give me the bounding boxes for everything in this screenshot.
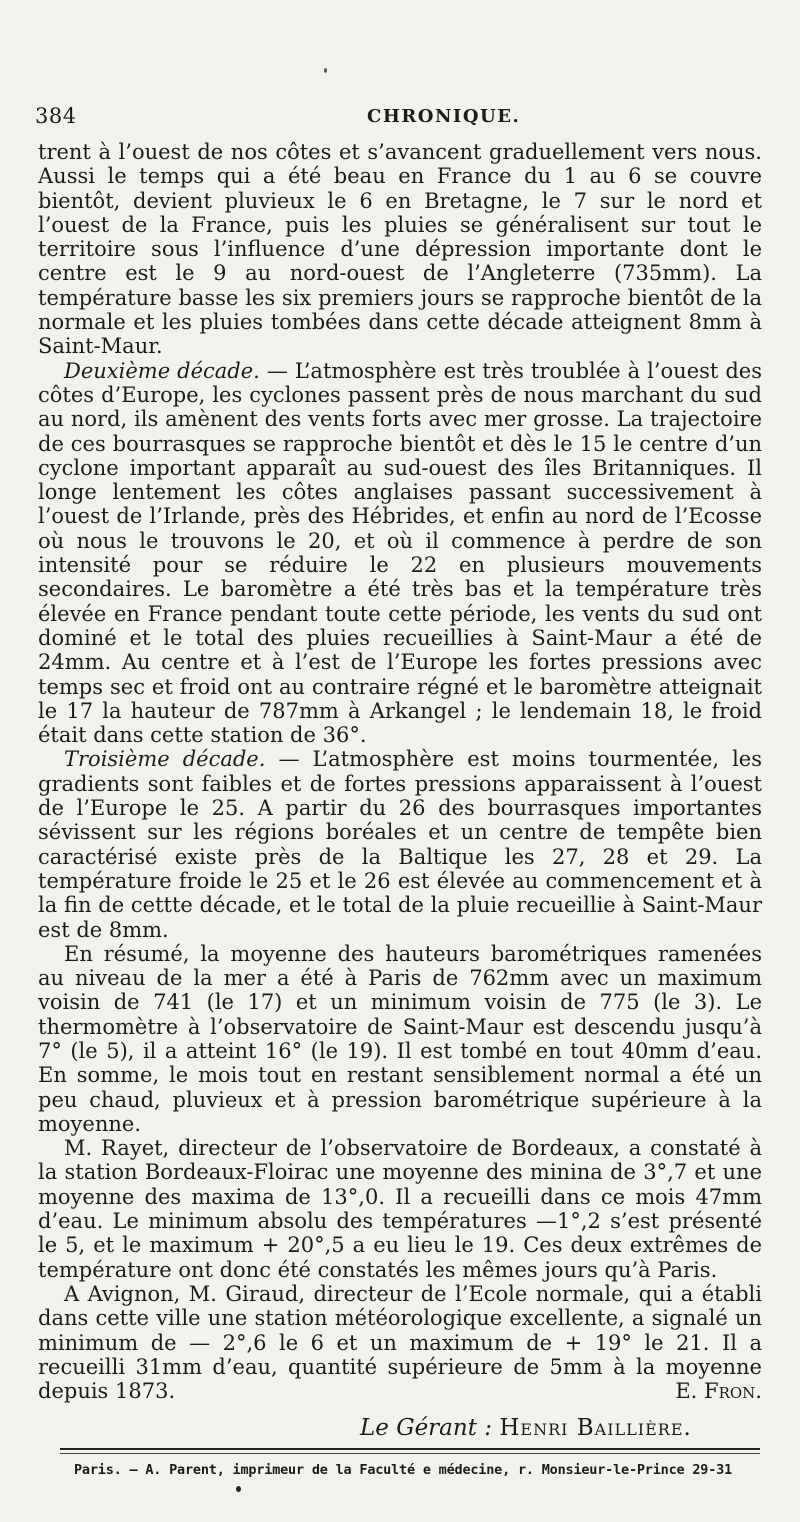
page-header	[35, 104, 775, 134]
manager-signature	[360, 1415, 760, 1441]
signature-label: Le Gérant :	[360, 1415, 493, 1441]
section-lead: Deuxième décade.	[64, 358, 260, 383]
paragraph-text: A Avignon, M. Giraud, directeur de l’Ecole normale, qui a établi dans cette ville une station météorologique excellente, a signalé un minimum de — 2°,6 le 6 et un maximum de + 19° le 21. Il a recueilli 31mm d’eau, quantité supérieure de 5mm à la moyenne depuis 1873.	[38, 1281, 762, 1404]
author-signature: E. Fron.	[675, 1379, 762, 1404]
paragraph-deuxieme-decade	[38, 359, 762, 748]
paragraph-text: En résumé, la moyenne des hauteurs barométriques ramenées au niveau de la mer a été à Paris de 762mm avec un maximum voisin de 741 (le 17) et un minimum voisin de 775 (le 3). Le thermomètre à l’observatoire de Saint-Maur est descendu jusqu’à 7° (le 5), il a atteint 16° (le 19). Il est tombé en tout 40mm d’eau. En somme, le mois tout en restant sensiblement normal a été un peu chaud, pluvieux et à pression barométrique supérieure à la moyenne.	[38, 941, 762, 1136]
footer-rule-thick	[60, 1448, 760, 1450]
paragraph-intro	[38, 140, 762, 359]
paragraph-text: — L’atmosphère est moins tourmentée, les gradients sont faibles et de fortes pressions apparaissent à l’ouest de l’Europe le 25. A partir du 26 des bourrasques importantes sévissent sur les régions boréales et un centre de tempête bien caractérisé existe près de la Baltique les 27, 28 et 29. La température froide le 25 et le 26 est élevée au commencement et à la fin de cettte décade, et le total de la pluie recueillie à Saint-Maur est de 8mm.	[38, 747, 762, 942]
footer-rule-thin	[60, 1453, 760, 1454]
print-speck	[324, 68, 327, 73]
running-title: CHRONIQUE.	[367, 106, 521, 127]
paragraph-troisieme-decade	[38, 747, 762, 941]
ink-dot	[236, 1486, 241, 1492]
paragraph-resume	[38, 942, 762, 1136]
paragraph-text: M. Rayet, directeur de l’observatoire de Bordeaux, a constaté à la station Bordeaux-Floirac une moyenne des minina de 3°,7 et une moyenne des maxima de 13°,0. Il a recueilli dans ce mois 47mm d’eau. Le minimum absolu des températures —1°,2 s’est présenté le 5, et le maximum + 20°,5 a eu lieu le 19. Ces deux extrêmes de température ont donc été constatés les mêmes jours qu’à Paris.	[38, 1136, 762, 1282]
paragraph-avignon	[38, 1282, 762, 1403]
paragraph-text: trent à l’ouest de nos côtes et s’avancent graduellement vers nous. Aussi le temps qui a été beau en France du 1 au 6 se couvre bientôt, devient pluvieux le 6 en Bretagne, le 7 sur le nord et l’ouest de la France, puis les pluies se généralisent sur tout le territoire sous l’influence d’une dépression importante dont le centre est le 9 au nord-ouest de l’Angleterre (735mm). La température basse les six premiers jours se rapproche bientôt de la normale et les pluies tombées dans cette décade atteignent 8mm à Saint-Maur.	[38, 140, 762, 359]
section-lead: Troisième décade.	[64, 747, 266, 772]
paragraph-text: — L’atmosphère est très troublée à l’ouest des côtes d’Europe, les cyclones passent près de nous marchant du sud au nord, ils amènent des vents forts avec mer grosse. La trajectoire de ces bourrasques se rapproche bientôt et dès le 15 le centre d’un cyclone important apparaît au sud-ouest des îles Britanniques. Il longe lentement les côtes anglaises passant successivement à l’ouest de l’Irlande, près des Hébrides, et enfin au nord de l’Ecosse où nous le trouvons le 20, et où il commence à perdre de son intensité pour se réduire le 22 en plusieurs mouvements secondaires. Le baromètre a été très bas et la température très élevée en France pendant toute cette période, les vents du sud ont dominé et le total des pluies recueillies à Saint-Maur a été de 24mm. Au centre et à l’est de l’Europe les fortes pressions avec temps sec et froid ont au contraire régné et le baromètre atteignait le 17 la hauteur de 787mm à Arkangel ; le lendemain 18, le froid était dans cette station de 36°.	[38, 358, 762, 748]
page-number: 384	[35, 104, 77, 128]
body-text	[38, 140, 762, 1403]
paragraph-bordeaux	[38, 1136, 762, 1282]
printer-imprint: Paris. — A. Parent, imprimeur de la Faculté e médecine, r. Monsieur-le-Prince 29-31	[74, 1462, 732, 1478]
signature-name: Henri Baillière.	[499, 1415, 692, 1441]
